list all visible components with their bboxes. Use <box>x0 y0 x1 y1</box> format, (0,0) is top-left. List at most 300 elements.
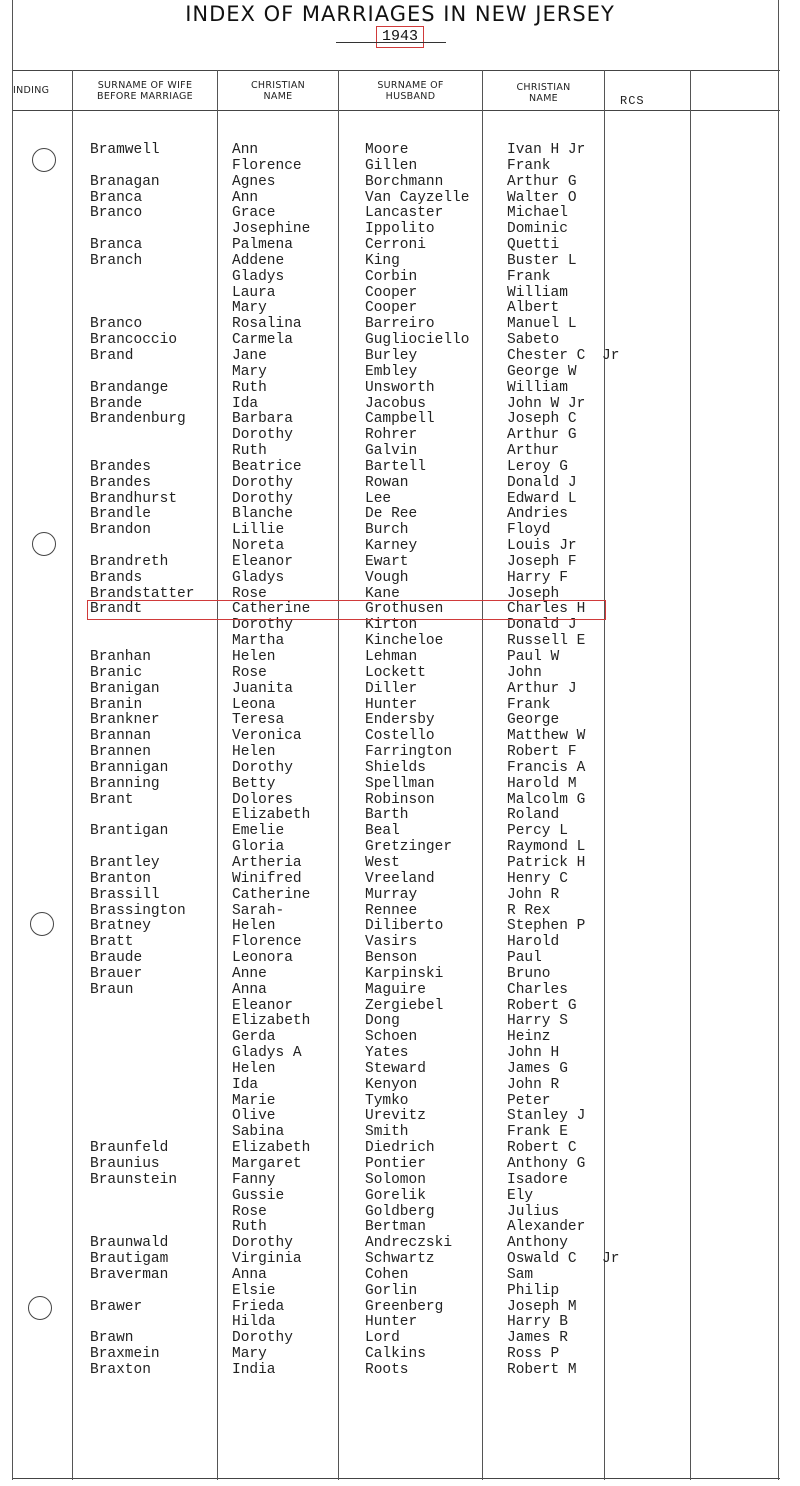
table-row <box>0 1094 800 1110</box>
table-row <box>0 698 800 714</box>
husband-surname: Burch <box>365 522 409 539</box>
husband-surname: West <box>365 854 400 871</box>
husband-christian-name: John <box>507 664 542 681</box>
husband-surname: Van Cayzelle <box>365 189 470 206</box>
wife-surname: Brandhurst <box>90 490 178 507</box>
husband-surname: Solomon <box>365 1171 426 1188</box>
husband-surname: Spellman <box>365 775 435 792</box>
wife-christian-name: Emelie <box>232 823 285 840</box>
wife-christian-name: Elizabeth <box>232 807 311 824</box>
wife-christian-name: Rose <box>232 585 267 602</box>
wife-surname: Brand <box>90 347 134 364</box>
husband-surname: Calkins <box>365 1346 426 1363</box>
table-row <box>0 1284 800 1300</box>
wife-christian-name: Mary <box>232 300 267 317</box>
wife-christian-name: Gussie <box>232 1187 285 1204</box>
husband-christian-name: Robert G <box>507 997 577 1014</box>
table-row <box>0 745 800 761</box>
husband-surname: Lockett <box>365 664 426 681</box>
table-row <box>0 967 800 983</box>
header-wife-christian-line2: NAME <box>263 91 293 102</box>
wife-christian-name: Sabina <box>232 1124 285 1141</box>
wife-surname: Brandon <box>90 522 151 539</box>
husband-surname: Gretzinger <box>365 839 453 856</box>
husband-christian-name: Patrick H <box>507 854 586 871</box>
table-row <box>0 365 800 381</box>
wife-christian-name: Anna <box>232 981 267 998</box>
husband-surname: Beal <box>365 823 400 840</box>
wife-christian-name: Agnes <box>232 173 276 190</box>
wife-surname: Brawer <box>90 1298 143 1315</box>
table-row <box>0 650 800 666</box>
wife-christian-name: Palmena <box>232 237 293 254</box>
husband-christian-name: Malcolm G <box>507 791 586 808</box>
table-row <box>0 428 800 444</box>
table-row <box>0 1141 800 1157</box>
husband-surname: Yates <box>365 1045 409 1062</box>
wife-christian-name: Florence <box>232 157 302 174</box>
husband-christian-name: Oswald C <box>507 1251 577 1268</box>
table-row <box>0 1173 800 1189</box>
wife-christian-name: Olive <box>232 1108 276 1125</box>
husband-christian-name: Arthur G <box>507 427 577 444</box>
husband-christian-name: Matthew W <box>507 728 586 745</box>
table-row <box>0 333 800 349</box>
wife-christian-name: Jane <box>232 347 267 364</box>
wife-surname: Brandle <box>90 506 151 523</box>
wife-surname: Brautigam <box>90 1251 169 1268</box>
wife-surname: Brantigan <box>90 823 169 840</box>
husband-christian-name: Frank <box>507 696 551 713</box>
husband-surname: Grothusen <box>365 601 444 618</box>
husband-surname: Burley <box>365 347 418 364</box>
table-row <box>0 888 800 904</box>
husband-christian-name: Frank <box>507 157 551 174</box>
husband-christian-name: James R <box>507 1330 568 1347</box>
husband-christian-name: Harold M <box>507 775 577 792</box>
husband-christian-name: John H <box>507 1045 560 1062</box>
wife-christian-name: Veronica <box>232 728 302 745</box>
table-row <box>0 460 800 476</box>
husband-christian-name: Paul W <box>507 649 560 665</box>
wife-surname: Braxton <box>90 1361 151 1378</box>
husband-christian-name: Alexander <box>507 1219 586 1236</box>
husband-surname: Karpinski <box>365 965 444 982</box>
husband-surname: Vreeland <box>365 870 435 887</box>
wife-surname: Bratney <box>90 918 151 935</box>
table-row <box>0 159 800 175</box>
wife-surname: Branigan <box>90 680 160 697</box>
table-row <box>0 1189 800 1205</box>
husband-surname: Campbell <box>365 411 435 428</box>
table-row <box>0 349 800 365</box>
wife-christian-name: Anna <box>232 1266 267 1283</box>
wife-christian-name: Helen <box>232 649 276 665</box>
table-row <box>0 397 800 413</box>
husband-surname: Goldberg <box>365 1203 435 1220</box>
wife-christian-name: Ann <box>232 189 259 206</box>
table-row <box>0 286 800 302</box>
table-row <box>0 571 800 587</box>
table-row <box>0 904 800 920</box>
wife-christian-name: Margaret <box>232 1156 302 1172</box>
husband-surname: Steward <box>365 1060 426 1077</box>
wife-christian-name: Beatrice <box>232 458 302 475</box>
husband-christian-name: Charles H <box>507 601 586 618</box>
header-husband-surname-line2: HUSBAND <box>385 91 436 102</box>
husband-surname: Barreiro <box>365 316 435 333</box>
wife-surname: Brawn <box>90 1330 134 1347</box>
husband-surname: Cohen <box>365 1266 409 1283</box>
husband-surname: Shields <box>365 759 426 776</box>
header-binding: INDING <box>13 85 50 96</box>
husband-surname: Unsworth <box>365 379 435 396</box>
husband-surname: Vough <box>365 569 409 586</box>
husband-surname: Corbin <box>365 268 418 285</box>
table-row <box>0 254 800 270</box>
wife-surname: Braverman <box>90 1266 169 1283</box>
husband-christian-name: Ivan H Jr <box>507 142 586 158</box>
husband-christian-name: Paul <box>507 950 542 967</box>
table-row <box>0 777 800 793</box>
wife-christian-name: Frieda <box>232 1298 285 1315</box>
husband-surname: Rowan <box>365 474 409 491</box>
husband-christian-name: Quetti <box>507 237 560 254</box>
wife-christian-name: Dorothy <box>232 1235 293 1252</box>
husband-christian-name: Frank E <box>507 1124 568 1141</box>
index-entries <box>0 143 800 1379</box>
wife-surname: Branca <box>90 237 143 254</box>
husband-surname: Jacobus <box>365 395 426 412</box>
husband-surname: King <box>365 252 400 269</box>
husband-surname: Greenberg <box>365 1298 444 1315</box>
table-row <box>0 999 800 1015</box>
header-rcs: RCS <box>620 94 645 108</box>
husband-surname: Dong <box>365 1013 400 1030</box>
husband-christian-name: Joseph F <box>507 553 577 570</box>
wife-surname: Brannigan <box>90 759 169 776</box>
header-husband-surname-line1: SURNAME OF <box>377 80 444 91</box>
table-row <box>0 713 800 729</box>
wife-christian-name: Elizabeth <box>232 1013 311 1030</box>
table-row <box>0 1220 800 1236</box>
husband-christian-name: Harold <box>507 934 560 951</box>
wife-christian-name: Ida <box>232 1076 259 1093</box>
husband-christian-name: Julius <box>507 1203 560 1220</box>
header-wife-surname <box>74 80 216 102</box>
husband-surname: Lancaster <box>365 205 444 222</box>
wife-surname: Brandt <box>90 601 143 618</box>
husband-surname: Pontier <box>365 1156 426 1172</box>
table-row <box>0 808 800 824</box>
table-row <box>0 1125 800 1141</box>
table-row <box>0 1268 800 1284</box>
husband-christian-name: Bruno <box>507 965 551 982</box>
table-row <box>0 523 800 539</box>
wife-surname: Brannan <box>90 728 151 745</box>
table-row <box>0 175 800 191</box>
wife-christian-name: Gladys <box>232 569 285 586</box>
wife-christian-name: Lillie <box>232 522 285 539</box>
wife-surname: Brandstatter <box>90 585 195 602</box>
husband-surname: Lee <box>365 490 392 507</box>
page-title: INDEX OF MARRIAGES IN NEW JERSEY <box>185 2 615 26</box>
table-row <box>0 761 800 777</box>
table-row <box>0 222 800 238</box>
husband-christian-name: R Rex <box>507 902 551 919</box>
wife-surname: Brancoccio <box>90 332 178 349</box>
husband-christian-name: Anthony G <box>507 1156 586 1172</box>
wife-christian-name: Rosalina <box>232 316 302 333</box>
table-row <box>0 872 800 888</box>
husband-christian-name: John W Jr <box>507 395 586 412</box>
husband-christian-name: Chester C <box>507 347 586 364</box>
wife-surname: Branic <box>90 664 143 681</box>
wife-surname: Brant <box>90 791 134 808</box>
husband-christian-name: Robert C <box>507 1140 577 1157</box>
husband-christian-name: Andries <box>507 506 568 523</box>
wife-surname: Branning <box>90 775 160 792</box>
wife-christian-name: Ruth <box>232 1219 267 1236</box>
husband-surname: Cooper <box>365 300 418 317</box>
wife-christian-name: Juanita <box>232 680 293 697</box>
wife-christian-name: Rose <box>232 664 267 681</box>
wife-christian-name: Leona <box>232 696 276 713</box>
wife-christian-name: Gloria <box>232 839 285 856</box>
header-husband-surname <box>340 80 481 102</box>
husband-christian-name: Stephen P <box>507 918 586 935</box>
wife-christian-name: Dorothy <box>232 474 293 491</box>
table-row <box>0 539 800 555</box>
wife-surname: Branagan <box>90 173 160 190</box>
wife-christian-name: Helen <box>232 1060 276 1077</box>
husband-surname: Maguire <box>365 981 426 998</box>
wife-christian-name: Elizabeth <box>232 1140 311 1157</box>
wife-christian-name: Martha <box>232 633 285 650</box>
wife-christian-name: Rose <box>232 1203 267 1220</box>
wife-christian-name: Dorothy <box>232 427 293 444</box>
wife-christian-name: Ann <box>232 142 259 158</box>
wife-christian-name: Helen <box>232 744 276 761</box>
wife-christian-name: Winifred <box>232 870 302 887</box>
wife-christian-name: Helen <box>232 918 276 935</box>
wife-surname: Braunius <box>90 1156 160 1172</box>
wife-christian-name: Dolores <box>232 791 293 808</box>
header-wife-christian-line1: CHRISTIAN <box>250 80 306 91</box>
wife-christian-name: Josephine <box>232 221 311 238</box>
husband-surname: Gorelik <box>365 1187 426 1204</box>
table-row <box>0 1363 800 1379</box>
husband-christian-name: Harry F <box>507 569 568 586</box>
wife-christian-name: Eleanor <box>232 997 293 1014</box>
table-row <box>0 507 800 523</box>
husband-christian-name: Joseph C <box>507 411 577 428</box>
husband-christian-name: Robert M <box>507 1361 577 1378</box>
husband-christian-name: Philip <box>507 1282 560 1299</box>
husband-christian-name: John R <box>507 1076 560 1093</box>
wife-christian-name: Catherine <box>232 601 311 618</box>
husband-christian-name: Donald J <box>507 617 577 634</box>
husband-christian-name: Joseph M <box>507 1298 577 1315</box>
wife-christian-name: Teresa <box>232 712 285 729</box>
husband-surname: Gillen <box>365 157 418 174</box>
wife-christian-name: Grace <box>232 205 276 222</box>
header-wife-christian <box>219 80 337 102</box>
husband-surname: Diliberto <box>365 918 444 935</box>
table-row <box>0 1315 800 1331</box>
husband-christian-name: Percy L <box>507 823 568 840</box>
wife-surname: Brande <box>90 395 143 412</box>
table-row <box>0 1014 800 1030</box>
husband-christian-name: Heinz <box>507 1029 551 1046</box>
wife-surname: Braunfeld <box>90 1140 169 1157</box>
husband-surname: Robinson <box>365 791 435 808</box>
husband-christian-name: Buster L <box>507 252 577 269</box>
table-row <box>0 1300 800 1316</box>
husband-christian-name: Robert F <box>507 744 577 761</box>
husband-surname: Hunter <box>365 696 418 713</box>
table-row <box>0 270 800 286</box>
wife-christian-name: Marie <box>232 1092 276 1109</box>
husband-christian-name: Isadore <box>507 1171 568 1188</box>
wife-christian-name: Ida <box>232 395 259 412</box>
husband-surname: Gorlin <box>365 1282 418 1299</box>
wife-christian-name: Ruth <box>232 443 267 460</box>
wife-surname: Brandange <box>90 379 169 396</box>
wife-christian-name: Artheria <box>232 854 302 871</box>
wife-surname: Brandreth <box>90 553 169 570</box>
wife-surname: Brantley <box>90 854 160 871</box>
wife-christian-name: Leonora <box>232 950 293 967</box>
table-row <box>0 682 800 698</box>
wife-christian-name: Dorothy <box>232 1330 293 1347</box>
husband-surname: Cerroni <box>365 237 426 254</box>
wife-surname: Branhan <box>90 649 151 665</box>
husband-christian-name: Arthur J <box>507 680 577 697</box>
husband-surname: Kincheloe <box>365 633 444 650</box>
husband-surname: Rohrer <box>365 427 418 444</box>
wife-surname: Brandes <box>90 474 151 491</box>
table-row <box>0 476 800 492</box>
wife-christian-name: Eleanor <box>232 553 293 570</box>
wife-surname: Brannen <box>90 744 151 761</box>
husband-christian-name: Arthur <box>507 443 560 460</box>
husband-christian-name: Ely <box>507 1187 534 1204</box>
husband-surname: Kenyon <box>365 1076 418 1093</box>
husband-surname: Kirton <box>365 617 418 634</box>
table-row <box>0 1205 800 1221</box>
table-row <box>0 206 800 222</box>
wife-surname: Brassington <box>90 902 186 919</box>
husband-christian-name: Charles <box>507 981 568 998</box>
table-row <box>0 856 800 872</box>
husband-surname: Kane <box>365 585 400 602</box>
husband-christian-name: William <box>507 284 568 301</box>
table-row <box>0 1046 800 1062</box>
husband-christian-name: George W <box>507 363 577 380</box>
husband-christian-name: James G <box>507 1060 568 1077</box>
husband-christian-name: Raymond L <box>507 839 586 856</box>
table-row <box>0 238 800 254</box>
husband-christian-name: Michael <box>507 205 568 222</box>
table-row <box>0 444 800 460</box>
husband-surname: Lord <box>365 1330 400 1347</box>
wife-christian-name: Florence <box>232 934 302 951</box>
wife-surname: Branton <box>90 870 151 887</box>
wife-christian-name: Anne <box>232 965 267 982</box>
husband-christian-name: John R <box>507 886 560 903</box>
table-row <box>0 1331 800 1347</box>
table-row <box>0 1062 800 1078</box>
wife-christian-name: Fanny <box>232 1171 276 1188</box>
wife-christian-name: Virginia <box>232 1251 302 1268</box>
header-husband-christian-line1: CHRISTIAN <box>516 82 571 93</box>
wife-christian-name: Ruth <box>232 379 267 396</box>
table-row <box>0 143 800 159</box>
husband-surname: Endersby <box>365 712 435 729</box>
table-row <box>0 935 800 951</box>
wife-christian-name: Catherine <box>232 886 311 903</box>
table-row <box>0 317 800 333</box>
wife-surname: Braun <box>90 981 134 998</box>
husband-christian-name: Floyd <box>507 522 551 539</box>
wife-christian-name: Gladys <box>232 268 285 285</box>
husband-christian-name: Ross P <box>507 1346 560 1363</box>
wife-surname: Branca <box>90 189 143 206</box>
husband-christian-name: Peter <box>507 1092 551 1109</box>
table-row <box>0 1109 800 1125</box>
wife-surname: Brassill <box>90 886 160 903</box>
husband-surname: Andreczski <box>365 1235 453 1252</box>
wife-surname: Brands <box>90 569 143 586</box>
table-row <box>0 1347 800 1363</box>
name-suffix: Jr <box>602 1251 620 1268</box>
wife-surname: Branin <box>90 696 143 713</box>
table-row <box>0 492 800 508</box>
wife-christian-name: Noreta <box>232 538 285 555</box>
husband-surname: Vasirs <box>365 934 418 951</box>
wife-surname: Brandes <box>90 458 151 475</box>
header-bottom-rule <box>12 110 780 111</box>
wife-christian-name: Mary <box>232 363 267 380</box>
husband-surname: De Ree <box>365 506 418 523</box>
table-row <box>0 666 800 682</box>
husband-christian-name: Leroy G <box>507 458 568 475</box>
husband-christian-name: Joseph <box>507 585 560 602</box>
husband-surname: Benson <box>365 950 418 967</box>
wife-surname: Branco <box>90 316 143 333</box>
table-row <box>0 1157 800 1173</box>
husband-surname: Ewart <box>365 553 409 570</box>
table-row <box>0 412 800 428</box>
husband-surname: Murray <box>365 886 418 903</box>
wife-christian-name: Barbara <box>232 411 293 428</box>
table-row <box>0 1252 800 1268</box>
wife-christian-name: Mary <box>232 1346 267 1363</box>
wife-christian-name: Gladys A <box>232 1045 302 1062</box>
husband-surname: Smith <box>365 1124 409 1141</box>
wife-surname: Branch <box>90 252 143 269</box>
husband-surname: Lehman <box>365 649 418 665</box>
table-row <box>0 1236 800 1252</box>
table-row <box>0 1078 800 1094</box>
table-top-rule <box>12 70 780 71</box>
husband-surname: Farrington <box>365 744 453 761</box>
wife-christian-name: Sarah- <box>232 902 285 919</box>
table-bottom-rule <box>12 1478 780 1479</box>
wife-surname: Brandenburg <box>90 411 186 428</box>
wife-christian-name: Dorothy <box>232 759 293 776</box>
